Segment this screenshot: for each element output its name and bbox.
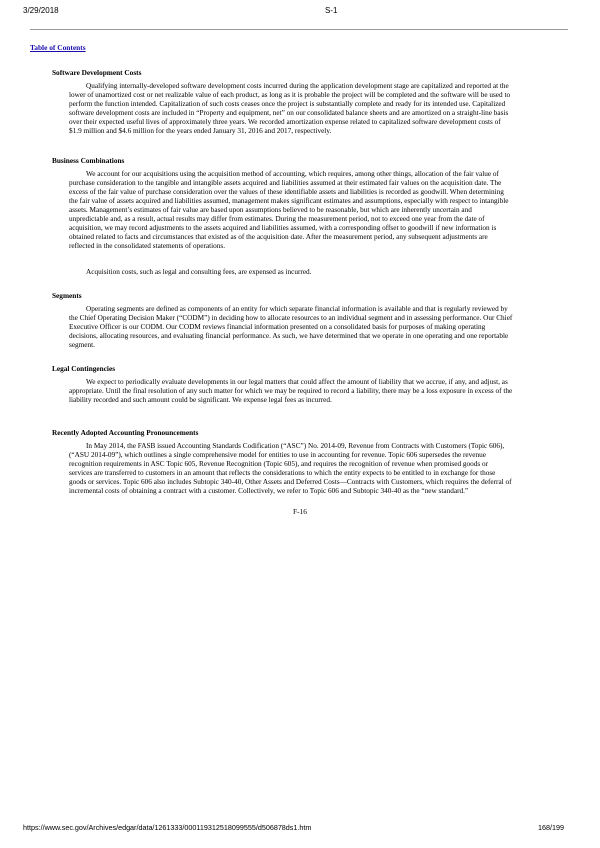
section-paragraph: [52, 268, 572, 277]
text-line: Executive Officer is our CODM. Our CODM reviews financial information presented on a consolidated basis for purposes of making operating: [69, 322, 486, 331]
section-software-development-costs: [52, 68, 572, 136]
text-line: over their expected useful lives of approximately three years. We recorded amortization expense related to capitalized software development costs of: [69, 117, 501, 126]
text-line: $1.9 million and $4.6 million for the years ended January 31, 2016 and 2017, respectively.: [69, 126, 332, 135]
section-recently-adopted-accounting-pronouncements: [52, 428, 572, 496]
text-line: We expect to periodically evaluate developments in our legal matters that could affect the amount of liability that we accrue, if any, and adjust, as: [86, 377, 508, 386]
text-line: purchase consideration to the tangible and intangible assets acquired and liabilities assumed at their estimated fair values on the acquisition date. The: [69, 178, 502, 187]
text-line: decisions, allocating resources, and evaluating financial performance. As such, we have determined that we operate in one operating and one reportable: [69, 331, 509, 340]
document-title: S-1: [325, 6, 338, 15]
text-line: In May 2014, the FASB issued Accounting Standards Codification (“ASC”) No. 2014-09, Revenue from Contracts with Customers (Topic 606),: [86, 441, 505, 450]
text-line: the Chief Operating Decision Maker (“CODM”) in deciding how to allocate resources to an individual segment and in assessing performance. Our Chief: [69, 313, 513, 322]
print-date: 3/29/2018: [23, 6, 59, 15]
text-line: acquisition, we may record adjustments to the assets acquired and liabilities assumed, with a corresponding offset to goodwill if new information is: [69, 223, 497, 232]
print-header: [0, 6, 600, 20]
text-line: the fair value of assets acquired and liabilities assumed, management makes significant estimates and assumptions, especially with respect to intangible: [69, 196, 509, 205]
text-line: excess of the fair value of purchase consideration over the values of these identifiable assets and liabilities is recorded as goodwill. When determining: [69, 187, 504, 196]
text-line: (“ASU 2014-09”), which outlines a single comprehensive model for entities to use in accounting for revenue. Topic 606 supersedes the revenue: [69, 450, 486, 459]
text-line: liability recorded and such amount could be significant. We expense legal fees as incurred.: [69, 395, 332, 404]
section-segments: [52, 291, 572, 350]
section-heading: Business Combinations: [52, 156, 125, 165]
section-paragraph: [52, 442, 572, 496]
source-url: https://www.sec.gov/Archives/edgar/data/1261333/000119312518099555/d506878ds1.htm: [23, 823, 312, 832]
header-divider: [30, 29, 568, 30]
text-line: recognition requirements in ASC Topic 605, Revenue Recognition (Topic 605), and requires the recognition of revenue when promised goods or: [69, 459, 489, 468]
text-line: goods or services. Topic 606 also includes Subtopic 340-40, Other Assets and Deferred Costs—Contracts with Customers, which requires the deferral of: [69, 477, 512, 486]
text-line: Qualifying internally-developed software development costs incurred during the application development stage are capitalized and reported at the: [86, 81, 509, 90]
text-line: segment.: [69, 340, 95, 349]
section-paragraph: [52, 378, 572, 405]
text-line: incremental costs of obtaining a contract with a customer. Collectively, we refer to Topic 606 and Subtopic 340-40 as the “new standard.”: [69, 486, 469, 495]
section-heading: Software Development Costs: [52, 68, 142, 77]
section-business-combinations: [52, 156, 572, 251]
section-heading: Segments: [52, 291, 82, 300]
section-heading: Legal Contingencies: [52, 364, 116, 373]
section-paragraph: [52, 170, 572, 251]
section-legal-contingencies: [52, 364, 572, 405]
text-line: obtained related to facts and circumstances that existed as of the acquisition date. After the measurement period, any subsequent adjustments are: [69, 232, 488, 241]
page-number: F-16: [293, 507, 307, 516]
text-line: software development costs are included in “Property and equipment, net” on our consolidated balance sheets and are amortized on a straight-line basis: [69, 108, 509, 117]
text-line: reflected in the consolidated statements of operations.: [69, 241, 226, 250]
text-line: appropriate. Until the final resolution of any such matter for which we may be required to record a liability, there may be a loss exposure in excess of the: [69, 386, 513, 395]
text-line: We account for our acquisitions using the acquisition method of accounting, which requires, among other things, allocation of the fair value of: [86, 169, 499, 178]
text-line: Operating segments are defined as components of an entity for which separate financial information is available and that is regularly reviewed by: [86, 304, 508, 313]
section-heading: Recently Adopted Accounting Pronouncements: [52, 428, 199, 437]
text-line: Acquisition costs, such as legal and consulting fees, are expensed as incurred.: [86, 268, 312, 276]
text-line: lower of unamortized cost or net realizable value of each product, as long as it is probable the project will be completed and the software will be used to: [69, 90, 511, 99]
section-paragraph: [52, 82, 572, 136]
text-line: services are transferred to customers in an amount that reflects the considerations to which the entity expects to be entitled to in exchange for those: [69, 468, 496, 477]
text-line: perform the function intended. Capitalization of such costs ceases once the project is substantially complete and ready for its intended use. Capitalized: [69, 99, 506, 108]
table-of-contents-link[interactable]: Table of Contents: [30, 43, 86, 52]
section-paragraph: [52, 305, 572, 350]
section-business-combinations-note: [52, 268, 572, 277]
text-line: unpredictable and, as a result, actual results may differ from estimates. During the measurement period, not to exceed one year from the date of: [69, 214, 485, 223]
text-line: assets. Management’s estimates of fair value are based upon assumptions believed to be reasonable, but which are inherently uncertain and: [69, 205, 472, 214]
print-page-count: 168/199: [538, 823, 564, 832]
